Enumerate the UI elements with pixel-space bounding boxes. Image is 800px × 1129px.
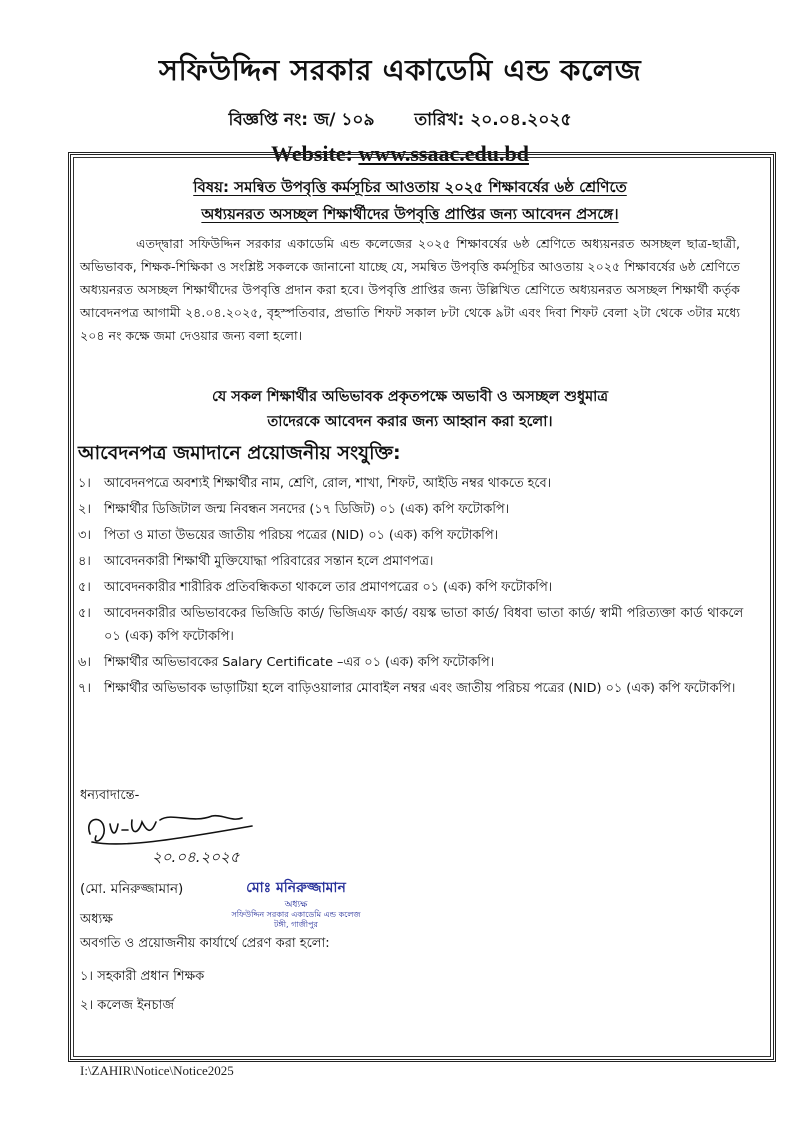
item-text: শিক্ষার্থীর অভিভাবক ভাড়াটিয়া হলে বাড়িওয়ালার মোবাইল নম্বর এবং জাতীয় পরিচয় পত্রের (NID) ০১ (এক) কপি ফটোকপি। xyxy=(104,681,736,696)
item-text: আবেদনকারী শিক্ষার্থী মুক্তিযোদ্ধা পরিবারের সন্তান হলে প্রমাণপত্র। xyxy=(104,554,434,569)
item-text: শিক্ষার্থীর ডিজিটাল জন্ম নিবন্ধন সনদের (১৭ ডিজিট) ০১ (এক) কপি ফটোকপি। xyxy=(104,502,510,517)
date-label: তারিখ: xyxy=(414,110,465,130)
subject xyxy=(80,174,740,228)
list-item xyxy=(80,991,204,1020)
notice-date: ২০.০৪.২০২৫ xyxy=(470,110,572,130)
memo-label: বিজ্ঞপ্তি নং: xyxy=(228,110,309,130)
signer-name: (মো. মনিরুজ্জামান) xyxy=(80,881,184,897)
signer-designation: অধ্যক্ষ xyxy=(80,912,113,927)
item-number: ৩। xyxy=(78,528,91,543)
subject-line-2: অধ্যয়নরত অসচ্ছল শিক্ষার্থীদের উপবৃত্তি প্রাপ্তির জন্য আবেদন প্রসঙ্গে। xyxy=(201,205,619,223)
highlight-notice xyxy=(80,385,740,435)
item-text: কলেজ ইনচার্জ xyxy=(97,998,174,1013)
list-item xyxy=(78,677,743,700)
notice-header xyxy=(0,48,800,167)
item-text: আবেদনকারীর শারীরিক প্রতিবন্ধিকতা থাকলে তার প্রমাণপত্রের ০১ (এক) কপি ফটোকপি। xyxy=(104,580,553,595)
list-item xyxy=(78,472,743,495)
item-number: ৬। xyxy=(78,655,91,670)
seal-place: টঙ্গী, গাজীপুর xyxy=(274,920,318,929)
list-item xyxy=(78,498,743,521)
cc-list xyxy=(80,962,204,1020)
item-text: পিতা ও মাতা উভয়ের জাতীয় পরিচয় পত্রের (NID) ০১ (এক) কপি ফটোকপি। xyxy=(104,528,499,543)
cc-title: অবগতি ও প্রয়োজনীয় কার্যার্থে প্রেরণ করা হলো: xyxy=(80,936,330,951)
file-path: I:\ZAHIR\Notice\Notice2025 xyxy=(80,1063,234,1078)
reference-line xyxy=(0,107,800,135)
item-number: ৫। xyxy=(78,606,91,621)
memo-number: জ/ ১০৯ xyxy=(314,110,375,130)
item-number: ৪। xyxy=(78,554,91,569)
item-number: ২। xyxy=(78,502,91,517)
institution-name: সফিউদ্দিন সরকার একাডেমি এন্ড কলেজ xyxy=(158,53,642,87)
handwritten-signature xyxy=(82,806,282,870)
list-item xyxy=(78,602,743,648)
highlight-line-2: তাদেরকে আবেদন করার জন্য আহ্বান করা হলো। xyxy=(267,414,553,430)
list-item xyxy=(78,651,743,674)
list-item xyxy=(78,576,743,599)
seal-role: অধ্যক্ষ xyxy=(284,900,308,910)
item-text: আবেদনকারীর অভিভাবকের ভিজিডি কার্ড/ ভিজিএফ কার্ড/ বয়স্ক ভাতা কার্ড/ বিধবা ভাতা কার্ড/ স্বামী পরিত্যক্তা কার্ড থাকলে ০১ (এক) কপি ফটোকপি। xyxy=(104,606,743,644)
signature-date: ২০.০৪.২০২৫ xyxy=(152,848,240,866)
list-item xyxy=(80,962,204,991)
seal-organization: সফিউদ্দিন সরকার একাডেমি এন্ড কলেজ xyxy=(231,910,361,919)
item-number: ২। xyxy=(80,998,94,1013)
website-link[interactable]: www.ssaac.edu.bd xyxy=(358,141,529,166)
requirements-title: আবেদনপত্র জমাদানে প্রয়োজনীয় সংযুক্তি: xyxy=(78,442,401,464)
closing-thanks: ধন্যবাদান্তে- xyxy=(80,788,140,803)
item-number: ১। xyxy=(78,476,91,491)
official-seal xyxy=(196,876,396,930)
list-item xyxy=(78,524,743,547)
seal-name: মোঃ মনিরুজ্জামান xyxy=(246,880,346,896)
website-label: Website: xyxy=(271,141,353,166)
item-text: শিক্ষার্থীর অভিভাবকের Salary Certificate –এর ০১ (এক) কপি ফটোকপি। xyxy=(104,655,495,670)
subject-line-1: বিষয়: সমন্বিত উপবৃত্তি কর্মসূচির আওতায় ২০২৫ শিক্ষাবর্ষের ৬ষ্ঠ শ্রেণিতে xyxy=(193,178,627,196)
item-text: সহকারী প্রধান শিক্ষক xyxy=(97,969,205,984)
body-paragraph: এতদ্দ্বারা সফিউদ্দিন সরকার একাডেমি এন্ড কলেজের ২০২৫ শিক্ষাবর্ষের ৬ষ্ঠ শ্রেণিতে অধ্যয়নরত অসচ্ছল ছাত্র-ছাত্রী, অভিভাবক, শিক্ষক-শিক্ষিকা ও সংশ্লিষ্ট সকলকে জানানো যাচ্ছে যে, সমন্বিত উপবৃত্তি কর্মসূচির আওতায় ২০২৫ শিক্ষাবর্ষের ৬ষ্ঠ শ্রেণিতে অধ্যয়নরত অসচ্ছল শিক্ষার্থীদের উপবৃত্তি প্রদান করা হবে। উপবৃত্তি প্রাপ্তির জন্য উল্লিখিত শ্রেণিতে অধ্যয়নরত অসচ্ছল শিক্ষার্থী কর্তৃক আবেদনপত্র আগামী ২৪.০৪.২০২৫, বৃহস্পতিবার, প্রভাতি শিফট সকাল ৮টা থেকে ৯টা এবং দিবা শিফট বেলা ২টা থেকে ৩টার মধ্যে ২০৪ নং কক্ষে জমা দেওয়ার জন্য বলা হলো। xyxy=(80,236,740,343)
item-number: ৭। xyxy=(78,681,91,696)
list-item xyxy=(78,550,743,573)
highlight-line-1: যে সকল শিক্ষার্থীর অভিভাবক প্রকৃতপক্ষে অভাবী ও অসচ্ছল শুধুমাত্র xyxy=(212,389,608,405)
requirements-list xyxy=(78,472,743,703)
item-number: ১। xyxy=(80,969,94,984)
item-text: আবেদনপত্রে অবশ্যই শিক্ষার্থীর নাম, শ্রেণি, রোল, শাখা, শিফট, আইডি নম্বর থাকতে হবে। xyxy=(104,476,552,491)
item-number: ৫। xyxy=(78,580,91,595)
